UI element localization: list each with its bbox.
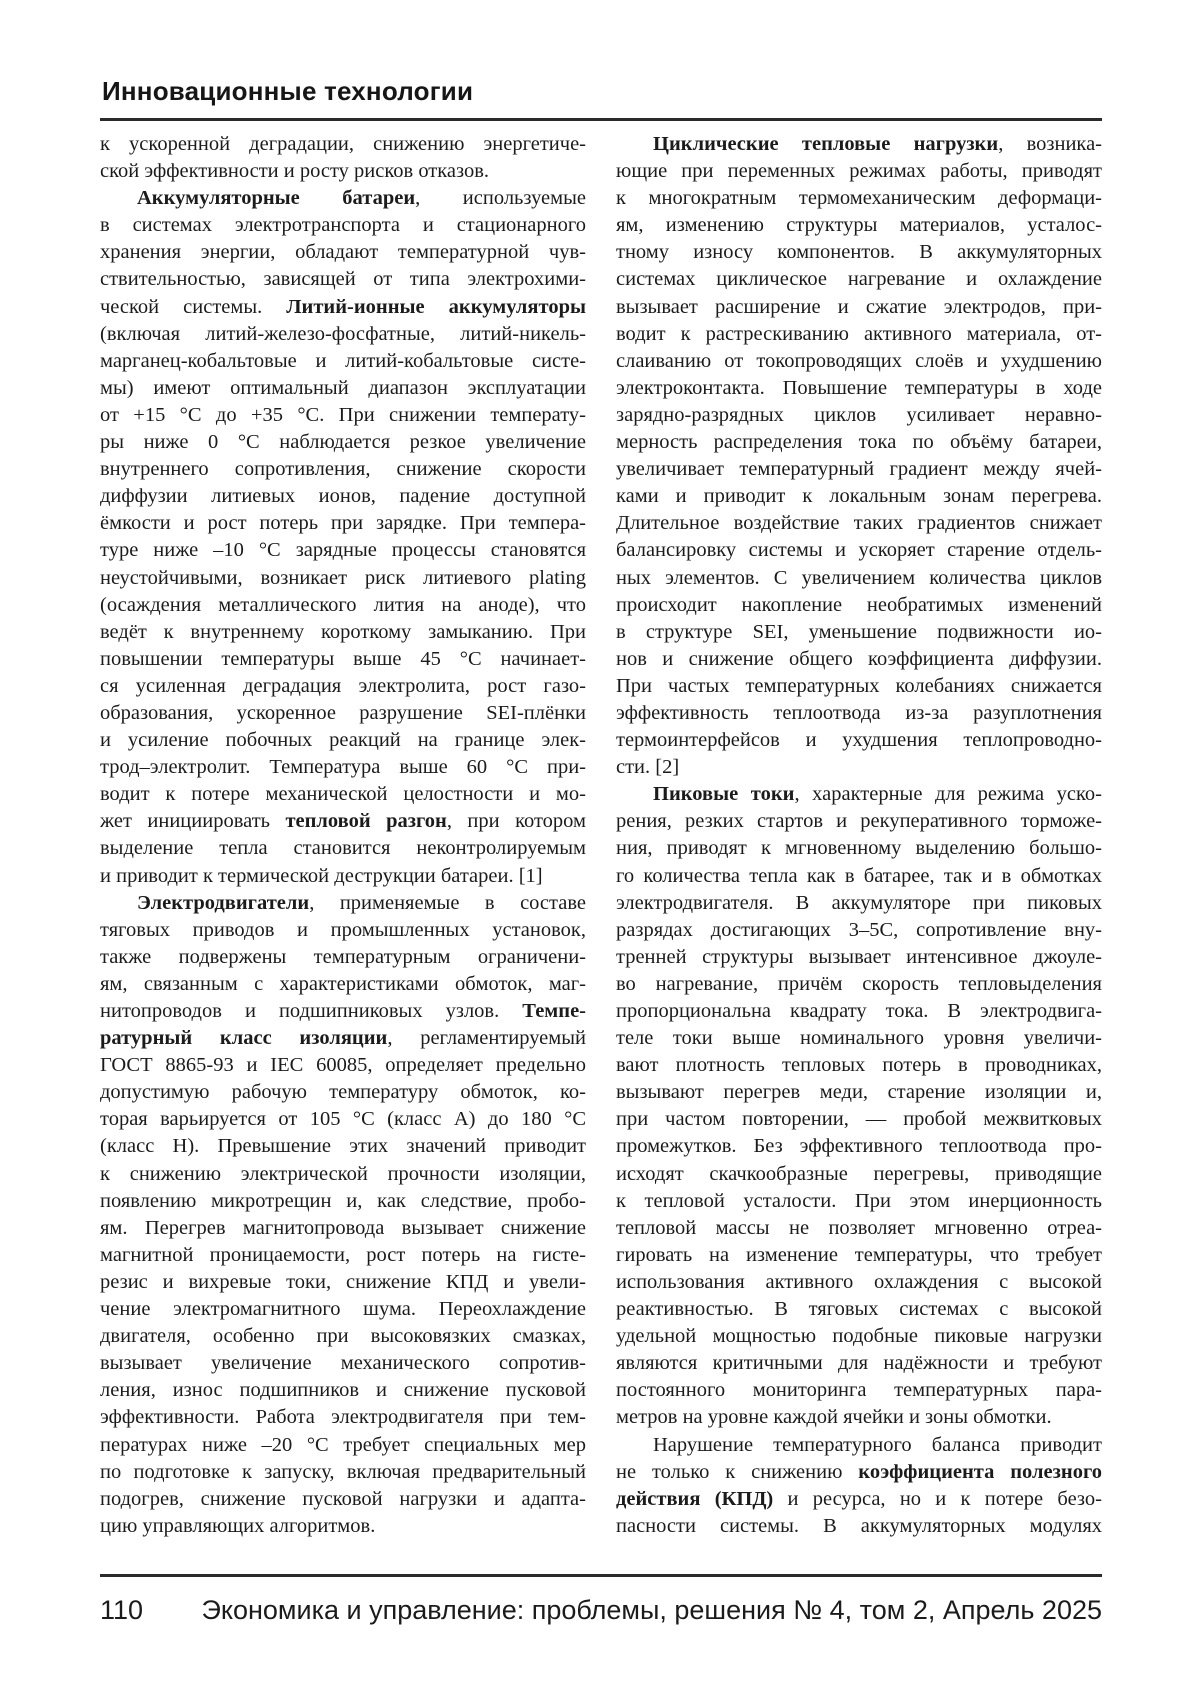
text-line: [616, 537, 1102, 564]
text-run: во нагревание, причём скорость тепловыделения: [616, 972, 1102, 995]
paragraph: [100, 131, 586, 185]
text-run: ных элементов. С увеличением количества циклов: [616, 566, 1102, 589]
text-line: [100, 1323, 586, 1350]
text-line: [100, 1106, 586, 1133]
text-run: гировать на изменение температуры, что требует: [616, 1243, 1102, 1266]
text-line: [616, 1377, 1102, 1404]
text-run: допустимую рабочую температуру обмоток, ко-: [100, 1081, 586, 1104]
text-run: туре ниже –10 °C зарядные процессы становятся: [100, 539, 586, 562]
text-line: [616, 402, 1102, 429]
text-run: го количества тепла как в батарее, так и в обмотках: [616, 864, 1102, 887]
text-run: ям. Перегрев магнитопровода вызывает снижение: [100, 1216, 586, 1239]
text-run: При частых температурных колебаниях снижается: [616, 674, 1102, 697]
text-line: [100, 863, 586, 890]
running-header-title: Инновационные технологии: [102, 76, 474, 106]
text-run: ям, изменению структуры материалов, усталос-: [616, 214, 1102, 237]
text-line: [616, 1296, 1102, 1323]
text-run: пературах ниже –20 °C требует специальных мер: [100, 1433, 586, 1456]
text-line: [616, 1513, 1102, 1540]
text-run: появлению микротрещин и, как следствие, пробо-: [100, 1189, 586, 1212]
text-run: нитопроводов и подшипниковых узлов.: [100, 1000, 523, 1022]
text-run: неустойчивыми, возникает риск литиевого plating: [100, 566, 586, 589]
text-line: [616, 754, 1102, 781]
text-line: [100, 1513, 586, 1540]
text-run: Длительное воздействие таких градиентов снижает: [616, 512, 1102, 535]
text-line: [616, 483, 1102, 510]
text-line: [100, 212, 586, 239]
text-line: [100, 808, 586, 835]
text-line: [616, 1350, 1102, 1377]
text-run: , применяемые в составе: [309, 891, 586, 914]
text-line: [100, 1133, 586, 1160]
text-run: вызывают перегрев меди, старение изоляции и,: [616, 1081, 1102, 1104]
text-run: в системах электротранспорта и стационарного: [100, 214, 586, 237]
text-run: к снижению электрической прочности изоляции,: [100, 1162, 586, 1185]
text-line: [100, 673, 586, 700]
text-run: диффузии литиевых ионов, падение доступной: [100, 485, 586, 508]
text-run: резис и вихревые токи, снижение КПД и увели-: [100, 1270, 586, 1293]
text-line: [100, 429, 586, 456]
text-run: ками и приводит к локальным зонам перегрева.: [616, 485, 1102, 508]
text-column-left: [100, 131, 586, 1540]
text-line: [616, 321, 1102, 348]
text-run: ёмкости и рост потерь при зарядке. При темпера-: [100, 512, 586, 535]
text-line: [616, 1133, 1102, 1160]
bold-run: Аккумуляторные батареи: [137, 187, 416, 210]
text-run: исходят скачкообразные перегревы, приводящие: [616, 1162, 1102, 1185]
text-line: [616, 1242, 1102, 1269]
text-line: [100, 565, 586, 592]
text-line: [100, 239, 586, 266]
text-line: [100, 1242, 586, 1269]
text-line: [100, 1486, 586, 1513]
text-line: [616, 700, 1102, 727]
text-run: двигателя, особенно при высоковязких смазках,: [100, 1325, 586, 1348]
text-line: [616, 456, 1102, 483]
text-run: промежутков. Без эффективного теплоотвода про-: [616, 1135, 1102, 1158]
text-run: магнитной проницаемости, рост потерь на гисте-: [100, 1243, 586, 1266]
text-run: к тепловой усталости. При этом инерционность: [616, 1189, 1102, 1212]
paragraph: [616, 131, 1102, 781]
text-run: происходит накопление необратимых изменений: [616, 593, 1102, 616]
text-run: ления, износ подшипников и снижение пусковой: [100, 1379, 586, 1402]
text-run: , при котором: [446, 810, 586, 833]
text-line: [100, 944, 586, 971]
text-run: торая варьируется от 105 °C (класс A) до 180 °C: [100, 1108, 586, 1131]
text-run: , характерные для режима уско-: [794, 783, 1102, 806]
text-run: эффективность теплоотвода из-за разуплотнения: [616, 701, 1102, 724]
text-run: Нарушение температурного баланса приводит: [653, 1433, 1102, 1456]
text-line: [100, 266, 586, 293]
paragraph: [100, 890, 586, 1540]
page-footer: [100, 1594, 1102, 1626]
text-line: [616, 1161, 1102, 1188]
text-line: [616, 266, 1102, 293]
text-run: пропорциональна квадрату тока. В электродвига-: [616, 1000, 1102, 1022]
text-run: и приводит к термической деструкции батареи. [1]: [100, 864, 543, 887]
bold-run: ратурный класс изоляции: [100, 1027, 388, 1050]
text-line: [100, 131, 586, 158]
text-line: [616, 863, 1102, 890]
text-line: [100, 1296, 586, 1323]
text-run: водит к потере механической целостности и мо-: [100, 783, 586, 806]
text-run: тному износу компонентов. В аккумуляторных: [616, 241, 1102, 264]
text-line: [616, 619, 1102, 646]
text-line: [616, 1079, 1102, 1106]
text-run: слаиванию от токопроводящих слоёв и ухудшению: [616, 349, 1102, 372]
text-line: [616, 1432, 1102, 1459]
text-run: электродвигателя. В аккумуляторе при пиковых: [616, 891, 1102, 914]
text-run: по подготовке к запуску, включая предварительный: [100, 1460, 586, 1483]
text-run: ры ниже 0 °C наблюдается резкое увеличение: [100, 431, 586, 454]
text-run: также подвержены температурным ограничени-: [100, 945, 586, 968]
text-line: [616, 1269, 1102, 1296]
text-line: [616, 1404, 1102, 1431]
text-run: реактивностью. В тяговых системах с высокой: [616, 1298, 1102, 1321]
text-line: [100, 727, 586, 754]
text-line: [100, 456, 586, 483]
bold-run: Электродвигатели: [137, 891, 310, 914]
text-line: [100, 1161, 586, 1188]
text-run: нов и снижение общего коэффициента диффузии.: [616, 647, 1102, 670]
text-line: [100, 158, 586, 185]
text-run: постоянного мониторинга температурных пара-: [616, 1379, 1102, 1402]
text-line: [100, 1377, 586, 1404]
text-run: чение электромагнитного шума. Переохлаждение: [100, 1298, 586, 1321]
text-line: [100, 294, 586, 321]
text-run: балансировку системы и ускоряет старение отдель-: [616, 539, 1102, 562]
text-line: [616, 835, 1102, 862]
text-run: метров на уровне каждой ячейки и зоны обмотки.: [616, 1406, 1052, 1429]
bold-run: Темпе-: [522, 1000, 586, 1022]
text-run: и ресурса, но и к потере безо-: [773, 1487, 1102, 1510]
text-run: внутреннего сопротивления, снижение скорости: [100, 458, 586, 481]
text-line: [100, 700, 586, 727]
text-line: [100, 348, 586, 375]
text-line: [616, 1215, 1102, 1242]
text-run: жет инициировать: [100, 810, 286, 833]
text-run: ведёт к внутреннему короткому замыканию. При: [100, 620, 586, 643]
text-line: [100, 1350, 586, 1377]
text-line: [616, 429, 1102, 456]
text-line: [616, 131, 1102, 158]
text-run: термоинтерфейсов и ухудшения теплопроводно-: [616, 729, 1102, 752]
text-line: [100, 890, 586, 917]
text-line: [616, 971, 1102, 998]
text-run: тренней структуры вызывает интенсивное джоуле-: [616, 945, 1102, 968]
text-run: вают плотность тепловых потерь в проводниках,: [616, 1054, 1102, 1077]
text-line: [616, 1106, 1102, 1133]
text-line: [616, 1052, 1102, 1079]
text-line: [616, 185, 1102, 212]
bold-run: коэффициента полезного: [858, 1460, 1102, 1483]
text-run: ния, приводят к мгновенному выделению большо-: [616, 837, 1102, 860]
text-run: эффективности. Работа электродвигателя при тем-: [100, 1406, 586, 1429]
text-run: являются критичными для надёжности и требуют: [616, 1352, 1102, 1375]
text-line: [616, 348, 1102, 375]
text-line: [100, 1269, 586, 1296]
text-line: [616, 158, 1102, 185]
text-run: к многократным термомеханическим деформаци-: [616, 187, 1102, 210]
text-run: ям, связанным с характеристиками обмоток, маг-: [100, 972, 586, 995]
text-line: [100, 1432, 586, 1459]
bold-run: тепловой разгон: [285, 810, 447, 833]
text-run: марганец-кобальтовые и литий-кобальтовые систе-: [100, 349, 586, 372]
text-line: [616, 239, 1102, 266]
text-run: , используемые: [415, 187, 586, 210]
text-line: [100, 998, 586, 1025]
text-line: [100, 754, 586, 781]
bold-run: Пиковые токи: [653, 783, 795, 806]
text-line: [616, 917, 1102, 944]
text-line: [100, 1188, 586, 1215]
text-line: [100, 1079, 586, 1106]
text-run: ющие при переменных режимах работы, приводят: [616, 160, 1102, 183]
page-number: 110: [100, 1595, 144, 1625]
text-line: [100, 1025, 586, 1052]
text-line: [100, 781, 586, 808]
bold-run: Циклические тепловые нагрузки: [653, 133, 999, 155]
text-run: к ускоренной деградации, снижению энергетиче-: [100, 133, 586, 155]
text-line: [616, 727, 1102, 754]
text-run: удельной мощностью подобные пиковые нагрузки: [616, 1325, 1102, 1348]
text-run: ческой системы.: [100, 295, 287, 318]
paragraph: [100, 185, 586, 889]
text-run: рения, резких стартов и рекуперативного торможе-: [616, 810, 1102, 833]
text-line: [100, 483, 586, 510]
text-run: тяговых приводов и промышленных установок,: [100, 918, 586, 941]
text-run: , возника-: [998, 133, 1102, 155]
text-line: [616, 510, 1102, 537]
text-run: не только к снижению: [616, 1460, 859, 1483]
text-run: трод–электролит. Температура выше 60 °C при-: [100, 756, 586, 779]
text-run: повышении температуры выше 45 °C начинает-: [100, 647, 586, 670]
text-run: в структуре SEI, уменьшение подвижности ио-: [616, 620, 1102, 643]
text-line: [100, 646, 586, 673]
text-line: [100, 321, 586, 348]
text-run: пасности системы. В аккумуляторных модулях: [616, 1514, 1102, 1537]
text-run: использования активного охлаждения с высокой: [616, 1270, 1102, 1293]
text-run: хранения энергии, обладают температурной чув-: [100, 241, 586, 264]
bold-run: Литий-ионные аккумуляторы: [286, 295, 586, 318]
text-line: [100, 375, 586, 402]
text-run: зарядно-разрядных циклов усиливает неравно-: [616, 403, 1102, 426]
text-line: [616, 565, 1102, 592]
text-line: [616, 781, 1102, 808]
footer-rule: [100, 1574, 1102, 1577]
text-run: ской эффективности и росту рисков отказов.: [100, 160, 490, 183]
text-run: мы) имеют оптимальный диапазон эксплуатации: [100, 376, 586, 399]
text-line: [100, 1404, 586, 1431]
text-run: разрядах достигающих 3–5C, сопротивление вну-: [616, 918, 1102, 941]
text-line: [100, 185, 586, 212]
text-run: (класс H). Превышение этих значений приводит: [100, 1135, 586, 1158]
text-line: [100, 510, 586, 537]
text-run: подогрев, снижение пусковой нагрузки и адапта-: [100, 1487, 586, 1510]
text-line: [100, 619, 586, 646]
text-run: сти. [2]: [616, 756, 680, 779]
text-line: [616, 294, 1102, 321]
text-line: [616, 1486, 1102, 1513]
journal-title-line: Экономика и управление: проблемы, решения № 4, том 2, Апрель 2025: [201, 1595, 1102, 1625]
text-line: [100, 537, 586, 564]
text-run: цию управляющих алгоритмов.: [100, 1514, 376, 1537]
text-run: теле токи выше номинального уровня увеличи-: [616, 1027, 1102, 1050]
text-line: [100, 1459, 586, 1486]
text-run: при частом повторении, — пробой межвитковых: [616, 1108, 1102, 1131]
text-run: вызывает увеличение механического сопротив-: [100, 1352, 586, 1375]
text-run: увеличивает температурный градиент между ячей-: [616, 458, 1102, 481]
text-line: [616, 1188, 1102, 1215]
text-line: [616, 1323, 1102, 1350]
text-run: выделение тепла становится неконтролируемым: [100, 837, 586, 860]
text-line: [616, 592, 1102, 619]
text-run: тепловой массы не позволяет мгновенно отреа-: [616, 1216, 1102, 1239]
text-run: водит к растрескиванию активного материала, от-: [616, 322, 1102, 345]
text-line: [616, 212, 1102, 239]
text-line: [616, 1459, 1102, 1486]
text-line: [616, 646, 1102, 673]
text-run: ствительностью, зависящей от типа электрохими-: [100, 268, 586, 291]
text-line: [616, 375, 1102, 402]
text-line: [100, 592, 586, 619]
paragraph: [616, 1432, 1102, 1540]
text-run: и усиление побочных реакций на границе элек-: [100, 729, 586, 752]
text-line: [616, 673, 1102, 700]
text-run: системах циклическое нагревание и охлаждение: [616, 268, 1102, 291]
text-line: [100, 402, 586, 429]
text-run: электроконтакта. Повышение температуры в ходе: [616, 376, 1102, 399]
text-line: [100, 1052, 586, 1079]
text-line: [100, 971, 586, 998]
text-line: [616, 808, 1102, 835]
text-line: [616, 944, 1102, 971]
text-run: образования, ускоренное разрушение SEI-плёнки: [100, 701, 586, 724]
text-line: [616, 890, 1102, 917]
text-line: [100, 835, 586, 862]
bold-run: действия (КПД): [616, 1487, 774, 1510]
header-rule: [100, 118, 1102, 121]
text-line: [100, 917, 586, 944]
text-run: ся усиленная деградация электролита, рост газо-: [100, 674, 586, 697]
text-run: , регламентируемый: [387, 1027, 586, 1050]
text-line: [100, 1215, 586, 1242]
text-run: от +15 °C до +35 °C. При снижении температу-: [100, 403, 586, 426]
text-run: вызывает расширение и сжатие электродов, при-: [616, 295, 1102, 318]
text-line: [616, 1025, 1102, 1052]
paragraph: [616, 781, 1102, 1431]
text-run: мерность распределения тока по объёму батареи,: [616, 431, 1102, 454]
text-run: (осаждения металлического лития на аноде), что: [100, 593, 586, 616]
text-column-right: [616, 131, 1102, 1540]
text-line: [616, 998, 1102, 1025]
text-run: (включая литий-железо-фосфатные, литий-никель-: [100, 322, 586, 345]
article-body: [100, 131, 1102, 1540]
text-run: ГОСТ 8865-93 и IEC 60085, определяет предельно: [100, 1054, 586, 1077]
